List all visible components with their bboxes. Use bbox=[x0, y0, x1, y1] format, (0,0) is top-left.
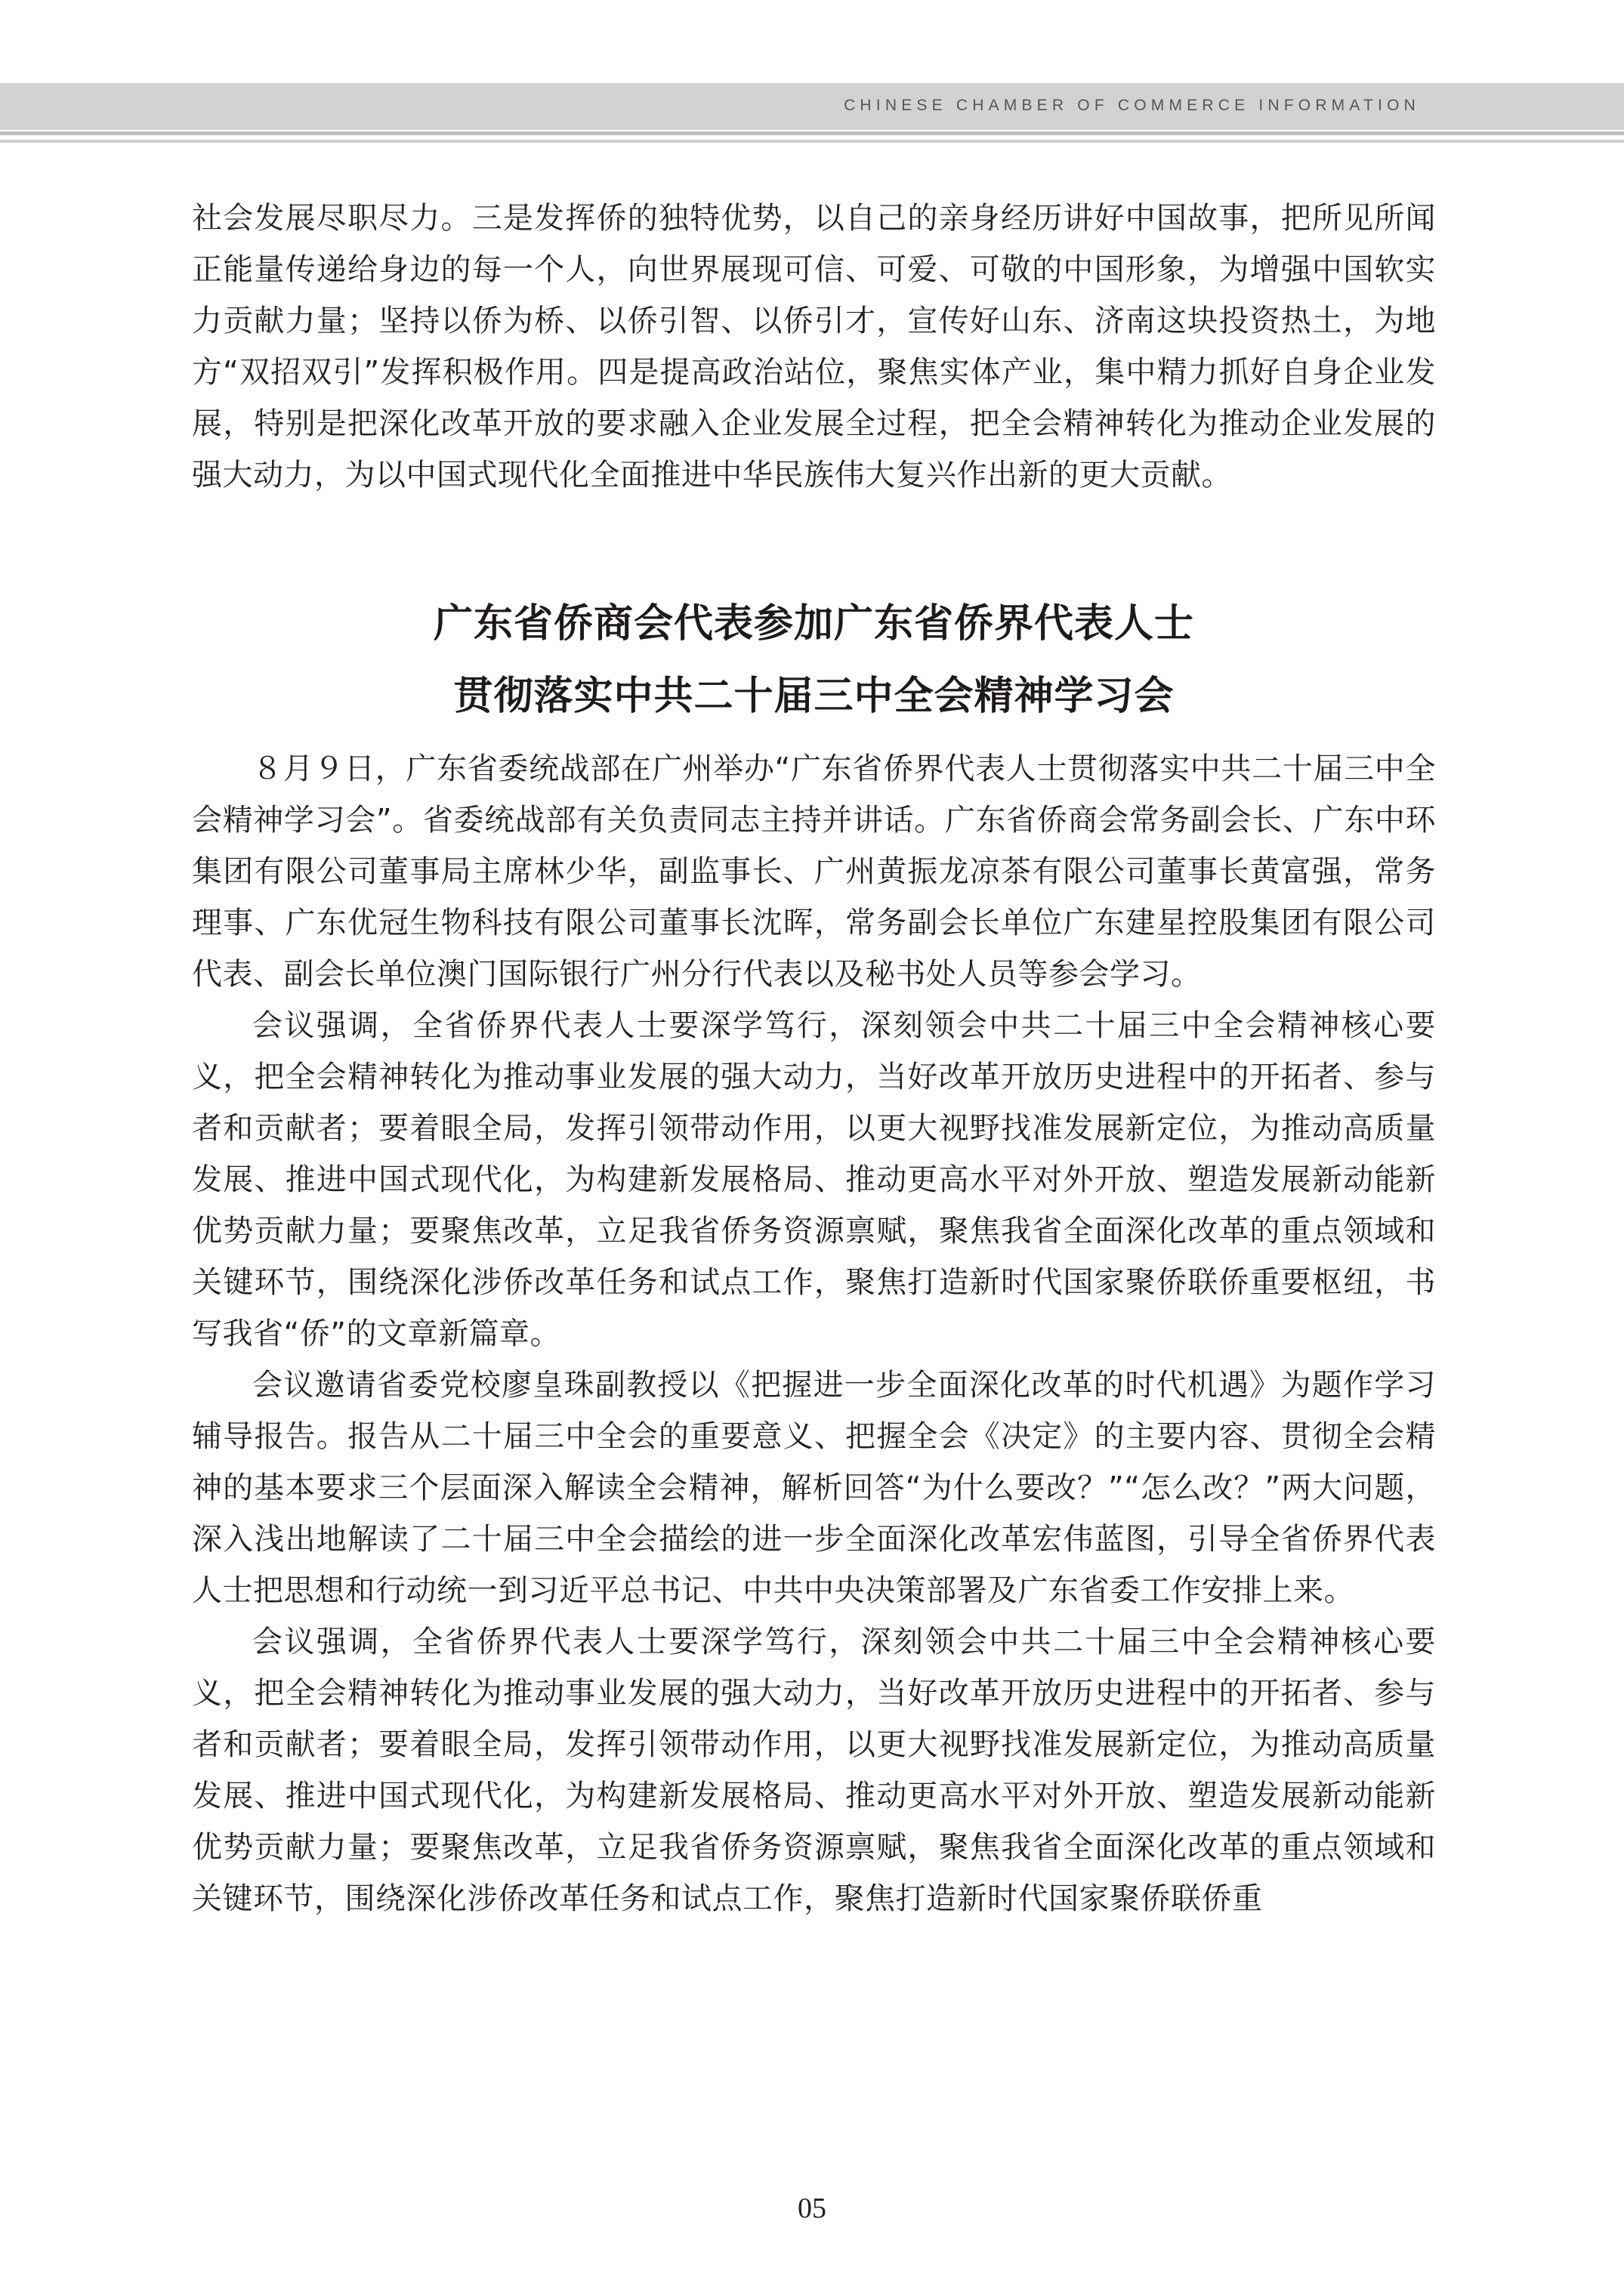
article-paragraph: 会议邀请省委党校廖皇珠副教授以《把握进一步全面深化改革的时代机遇》为题作学习辅导报告。报告从二十届三中全会的重要意义、把握全会《决定》的主要内容、贯彻全会精神的基本要求三个层面深入解读全会精神，解析回答“为什么要改？”“怎么改？”两大问题，深入浅出地解读了二十届三中全会描绘的进一步全面深化改革宏伟蓝图，引导全省侨界代表人士把思想和行动统一到习近平总书记、中共中央决策部署及广东省委工作安排上来。 bbox=[192, 1368, 1436, 1608]
article-title bbox=[192, 588, 1436, 733]
header-rule-top bbox=[0, 131, 1624, 135]
page-number: 05 bbox=[798, 2193, 826, 2224]
running-header-title: CHINESE CHAMBER OF COMMERCE INFORMATION bbox=[844, 97, 1420, 114]
article-title-line-2: 贯彻落实中共二十届三中全会精神学习会 bbox=[453, 674, 1175, 719]
article-paragraph: ８月９日，广东省委统战部在广州举办“广东省侨界代表人士贯彻落实中共二十届三中全会精神学习会”。省委统战部有关负责同志主持并讲话。广东省侨商会常务副会长、广东中环集团有限公司董事局主席林少华，副监事长、广州黄振龙凉茶有限公司董事长黄富强，常务理事、广东优冠生物科技有限公司董事长沈晖，常务副会长单位广东建星控股集团有限公司代表、副会长单位澳门国际银行广州分行代表以及秘书处人员等参会学习。 bbox=[192, 751, 1436, 992]
article-paragraph: 会议强调，全省侨界代表人士要深学笃行，深刻领会中共二十届三中全会精神核心要义，把全会精神转化为推动事业发展的强大动力，当好改革开放历史进程中的开拓者、参与者和贡献者；要着眼全局，发挥引领带动作用，以更大视野找准发展新定位，为推动高质量发展、推进中国式现代化，为构建新发展格局、推动更高水平对外开放、塑造发展新动能新优势贡献力量；要聚焦改革，立足我省侨务资源禀赋，聚焦我省全面深化改革的重点领域和关键环节，围绕深化涉侨改革任务和试点工作，聚焦打造新时代国家聚侨联侨重要枢纽，书写我省“侨”的文章新篇章。 bbox=[192, 1008, 1436, 1351]
article-paragraph: 会议强调，全省侨界代表人士要深学笃行，深刻领会中共二十届三中全会精神核心要义，把全会精神转化为推动事业发展的强大动力，当好改革开放历史进程中的开拓者、参与者和贡献者；要着眼全局，发挥引领带动作用，以更大视野找准发展新定位，为推动高质量发展、推进中国式现代化，为构建新发展格局、推动更高水平对外开放、塑造发展新动能新优势贡献力量；要聚焦改革，立足我省侨务资源禀赋，聚焦我省全面深化改革的重点领域和关键环节，围绕深化涉侨改革任务和试点工作，聚焦打造新时代国家聚侨联侨重 bbox=[192, 1625, 1436, 1916]
intro-paragraph: 社会发展尽职尽力。三是发挥侨的独特优势，以自己的亲身经历讲好中国故事，把所见所闻正能量传递给身边的每一个人，向世界展现可信、可爱、可敬的中国形象，为增强中国软实力贡献力量；坚持以侨为桥、以侨引智、以侨引才，宣传好山东、济南这块投资热土，为地方“双招双引”发挥积极作用。四是提高政治站位，聚焦实体产业，集中精力抓好自身企业发展，特别是把深化改革开放的要求融入企业发展全过程，把全会精神转化为推动企业发展的强大动力，为以中国式现代化全面推进中华民族伟大复兴作出新的更大贡献。 bbox=[192, 201, 1436, 492]
header-rule-bottom bbox=[0, 140, 1624, 143]
page-content bbox=[192, 193, 1436, 1924]
article-title-line-1: 广东省侨商会代表参加广东省侨界代表人士 bbox=[433, 601, 1194, 647]
